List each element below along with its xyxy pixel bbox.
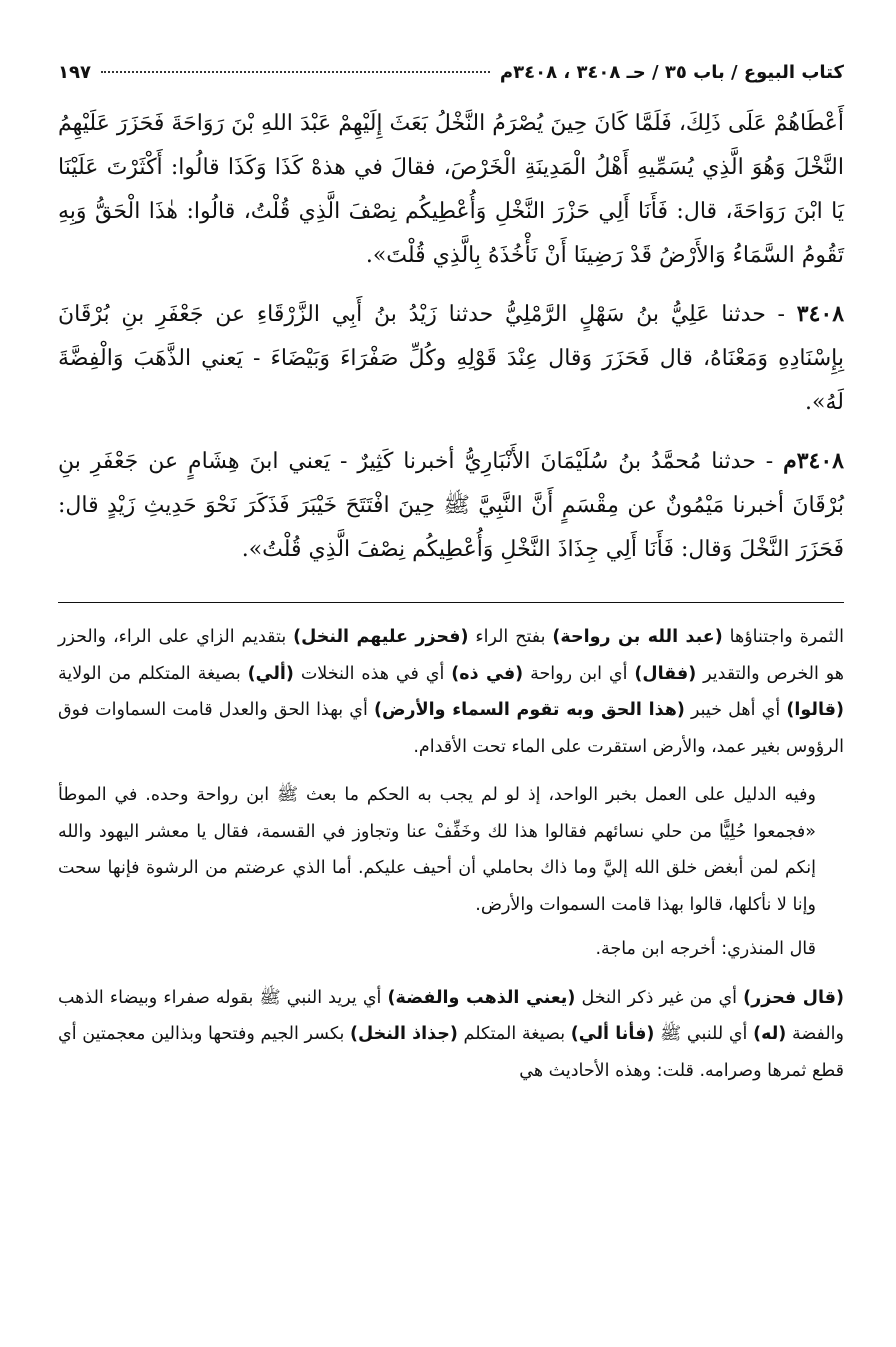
page-number: ١٩٧ [58, 62, 91, 83]
hadith-3408 [58, 292, 844, 425]
commentary-bold-phrase: (عبد الله بن رواحة) [552, 627, 723, 647]
commentary-text: أي ابن رواحة [523, 663, 635, 684]
header-title: كتاب البيوع / باب ٣٥ / حـ ٣٤٠٨ ، ٣٤٠٨م [499, 62, 844, 83]
commentary-bold-phrase: (فأنا ألي) [570, 1024, 655, 1044]
hadith-3408m [58, 439, 844, 572]
commentary-text: بصيغة المتكلم [457, 1024, 571, 1044]
hadith-number: ٣٤٠٨م [783, 448, 844, 474]
commentary-text: أي يريد النبي ﷺ بقوله صفراء وبيضاء الذهب والفضة [58, 987, 844, 1044]
commentary-bold-phrase: (له) [753, 1024, 787, 1044]
commentary-bold-phrase: (جذاذ النخل) [350, 1024, 458, 1044]
commentary-text: بصيغة المتكلم من الولاية [58, 663, 248, 684]
commentary-text: أي للنبي ﷺ [654, 1024, 754, 1044]
commentary-paragraph [58, 980, 844, 1090]
commentary [58, 619, 844, 1089]
hadith-text: - حدثنا عَلِيُّ بنُ سَهْلٍ الرَّمْلِيُّ حدثنا زَيْدُ بنُ أَبِي الزَّرْقَاءِ عن جَعْفَرِ بنِ بُرْقَانَ بِإِسْنَادِهِ وَمَعْنَاهُ، قال فَحَزَرَ وَقال عِنْدَ قَوْلِهِ وكُلِّ صَفْرَاءَ وَبَيْضَاءَ - يَعني الذَّهَبَ وَالْفِضَّةَ لَهُ». [58, 302, 844, 415]
commentary-text: أي بهذا الحق والعدل قامت السماوات فوق الرؤوس بغير عمد، والأرض استقرت على الماء تحت الأقدام. [58, 700, 844, 757]
hadith-text: - حدثنا مُحمَّدُ بنُ سُلَيْمَانَ الأَنْبَارِيُّ أخبرنا كَثِيرٌ - يَعني ابنَ هِشَامٍ عن جَعْفَرِ بنِ بُرْقَانَ أخبرنا مَيْمُونٌ عن مِقْسَمٍ أَنَّ النَّبِيَّ ﷺ حِينَ افْتَتَحَ خَيْبَرَ فَذَكَرَ نَحْوَ حَدِيثِ زَيْدٍ قال: فَحَزَرَ النَّخْلَ وَقال: فَأَنَا أَلِي جِذَاذَ النَّخْلِ وَأُعْطِيكُم نِصْفَ الَّذِي قُلْتُ». [58, 449, 844, 562]
commentary-bold-phrase: (فقال) [634, 663, 697, 684]
hadith-text: أَعْطَاهُمْ عَلَى ذَلِكَ، فَلَمَّا كَانَ حِينَ يُصْرَمُ النَّخْلُ بَعَثَ إِلَيْهِمْ عَبْدَ اللهِ بْنَ رَوَاحَةَ فَحَزَرَ عَلَيْهِمُ النَّخْلَ وَهُوَ الَّذِي يُسَمِّيهِ أَهْلُ الْمَدِينَةِ الْخَرْصَ، فقالَ في هذهْ كَذَا وَكَذَا قالُوا: أَكْثَرْتَ عَلَيْنَا يَا ابْنَ رَوَاحَةَ، قال: فَأَنَا أَلِي حَزْرَ النَّخْلِ وَأُعْطِيكُم نِصْفَ الَّذِي قُلْتُ، قالُوا: هٰذَا الْحَقُّ وَبِهِ تَقُومُ السَّمَاءُ وَالأَرْضُ قَدْ رَضِينَا أَنْ نَأْخُذَهُ بِالَّذِي قُلْتَ». [58, 111, 844, 268]
commentary-text: بتقديم الزاي على الراء، والحزر هو الخرص والتقدير [58, 627, 844, 684]
commentary-text: أي أهل خيبر [684, 700, 787, 720]
commentary-bold-phrase: (فحزر عليهم النخل) [293, 627, 469, 647]
commentary-text: بفتح الراء [468, 627, 553, 647]
commentary-bold-phrase: (هذا الحق وبه تقوم السماء والأرض) [374, 700, 685, 720]
hadith-number: ٣٤٠٨ [796, 301, 845, 327]
footnote-divider [58, 602, 844, 603]
commentary-text: بكسر الجيم وفتحها وبذالين معجمتين أي قطع ثمرها وصرامه. قلت: وهذه الأحاديث هي [58, 1024, 844, 1081]
commentary-paragraph [58, 619, 844, 765]
commentary-bold-phrase: (قالوا) [786, 700, 844, 720]
commentary-text: قال المنذري: أخرجه ابن ماجة. [595, 939, 816, 959]
commentary-text: أي من غير ذكر النخل [575, 987, 744, 1008]
hadith-continuation [58, 102, 844, 278]
commentary-text: أي في هذه النخلات [293, 663, 452, 684]
commentary-paragraph [58, 777, 844, 923]
running-header [58, 62, 844, 96]
commentary-text: وفيه الدليل على العمل بخبر الواحد، إذ لو لم يجب به الحكم ما بعث ﷺ ابن رواحة وحده. في الموطأ «فجمعوا حُلِيًّا من حلي نسائهم فقالوا هذا لك وخَفِّفْ عنا وتجاوز في القسمة، فقال يا معشر اليهود والله إنكم لمن أبغض خلق الله إليَّ وما ذاك بحاملي أن أحيف عليكم. أما الذي عرضتم من الرشوة فإنها سحت وإنا لا نأكلها، قالوا بهذا قامت السموات والأرض. [58, 785, 816, 915]
dotted-leader [101, 71, 490, 73]
commentary-bold-phrase: (في ذه) [451, 663, 524, 684]
commentary-bold-phrase: (ألي) [247, 663, 294, 684]
commentary-bold-phrase: (قال فحزر) [743, 987, 845, 1008]
commentary-paragraph [58, 931, 844, 968]
commentary-bold-phrase: (يعني الذهب والفضة) [387, 987, 576, 1008]
commentary-text: الثمرة واجتناؤها [722, 627, 844, 647]
